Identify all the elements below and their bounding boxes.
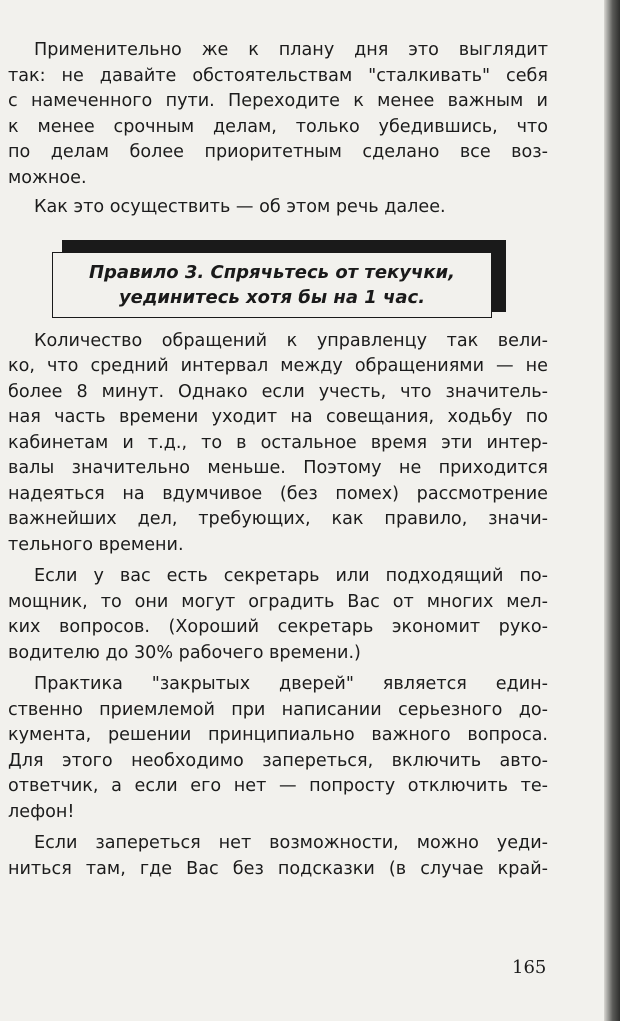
text-line: ответчик, а если его нет — попросту отключить те-: [8, 776, 548, 796]
text-line: так: не давайте обстоятельствам "сталкивать" себя: [8, 65, 548, 86]
text-line: Если запереться нет возможности, можно уеди-: [34, 833, 548, 853]
text-line: ких вопросов. (Хороший секретарь экономит руко-: [8, 617, 548, 637]
text-line: Если у вас есть секретарь или подходящий по-: [34, 566, 548, 586]
text-line: более 8 минут. Однако если учесть, что значитель-: [8, 381, 548, 402]
text-line: Количество обращений к управленцу так вели-: [34, 330, 548, 351]
rule-line-2: уединитесь хотя бы на 1 час.: [118, 287, 426, 308]
paragraph-2: [8, 195, 548, 221]
text-line: надеяться на вдумчивое (без помех) рассмотрение: [8, 483, 548, 504]
paragraph-1: [8, 38, 548, 191]
text-line: лефон!: [8, 801, 75, 822]
text-line: Применительно же к плану дня это выглядит: [34, 40, 548, 60]
text-line: тельного времени.: [8, 534, 184, 555]
body-text: [8, 38, 548, 882]
paragraph-6: [8, 831, 548, 882]
rule-line-1: Правило 3. Спрячьтесь от текучки,: [88, 262, 455, 283]
text-line: водителю до 30% рабочего времени.): [8, 642, 361, 663]
paragraph-4: [8, 564, 548, 666]
text-line: Как это осуществить — об этом речь далее.: [34, 197, 446, 217]
page-number: 165: [512, 957, 547, 978]
text-line: Практика "закрытых дверей" является един-: [34, 674, 548, 694]
text-line: кумента, решении принципиально важного вопроса.: [8, 725, 548, 745]
rule-box: [52, 252, 492, 318]
text-line: кабинетам и т.д., то в остальное время эти интер-: [8, 432, 548, 453]
text-line: к менее срочным делам, только убедившись, что: [8, 116, 548, 137]
text-line: Для этого необходимо запереться, включить авто-: [8, 750, 548, 771]
book-spine-shadow: [604, 0, 620, 1021]
text-line: с намеченного пути. Переходите к менее важным и: [8, 91, 548, 111]
rule-callout: [52, 240, 498, 322]
text-line: ная часть времени уходит на совещания, ходьбу по: [8, 407, 548, 427]
paragraph-3: [8, 329, 548, 559]
text-line: по делам более приоритетным сделано все воз-: [8, 142, 548, 162]
text-line: мощник, то они могут оградить Вас от многих мел-: [8, 591, 548, 612]
text-line: ко, что средний интервал между обращениями — не: [8, 356, 548, 376]
text-line: валы значительно меньше. Поэтому не приходится: [8, 458, 548, 478]
text-line: можное.: [8, 167, 87, 188]
text-line: ственно приемлемой при написании серьезного до-: [8, 699, 548, 720]
text-line: ниться там, где Вас без подсказки (в случае край-: [8, 858, 548, 879]
paragraph-5: [8, 672, 548, 825]
text-line: важнейших дел, требующих, как правило, значи-: [8, 509, 548, 529]
